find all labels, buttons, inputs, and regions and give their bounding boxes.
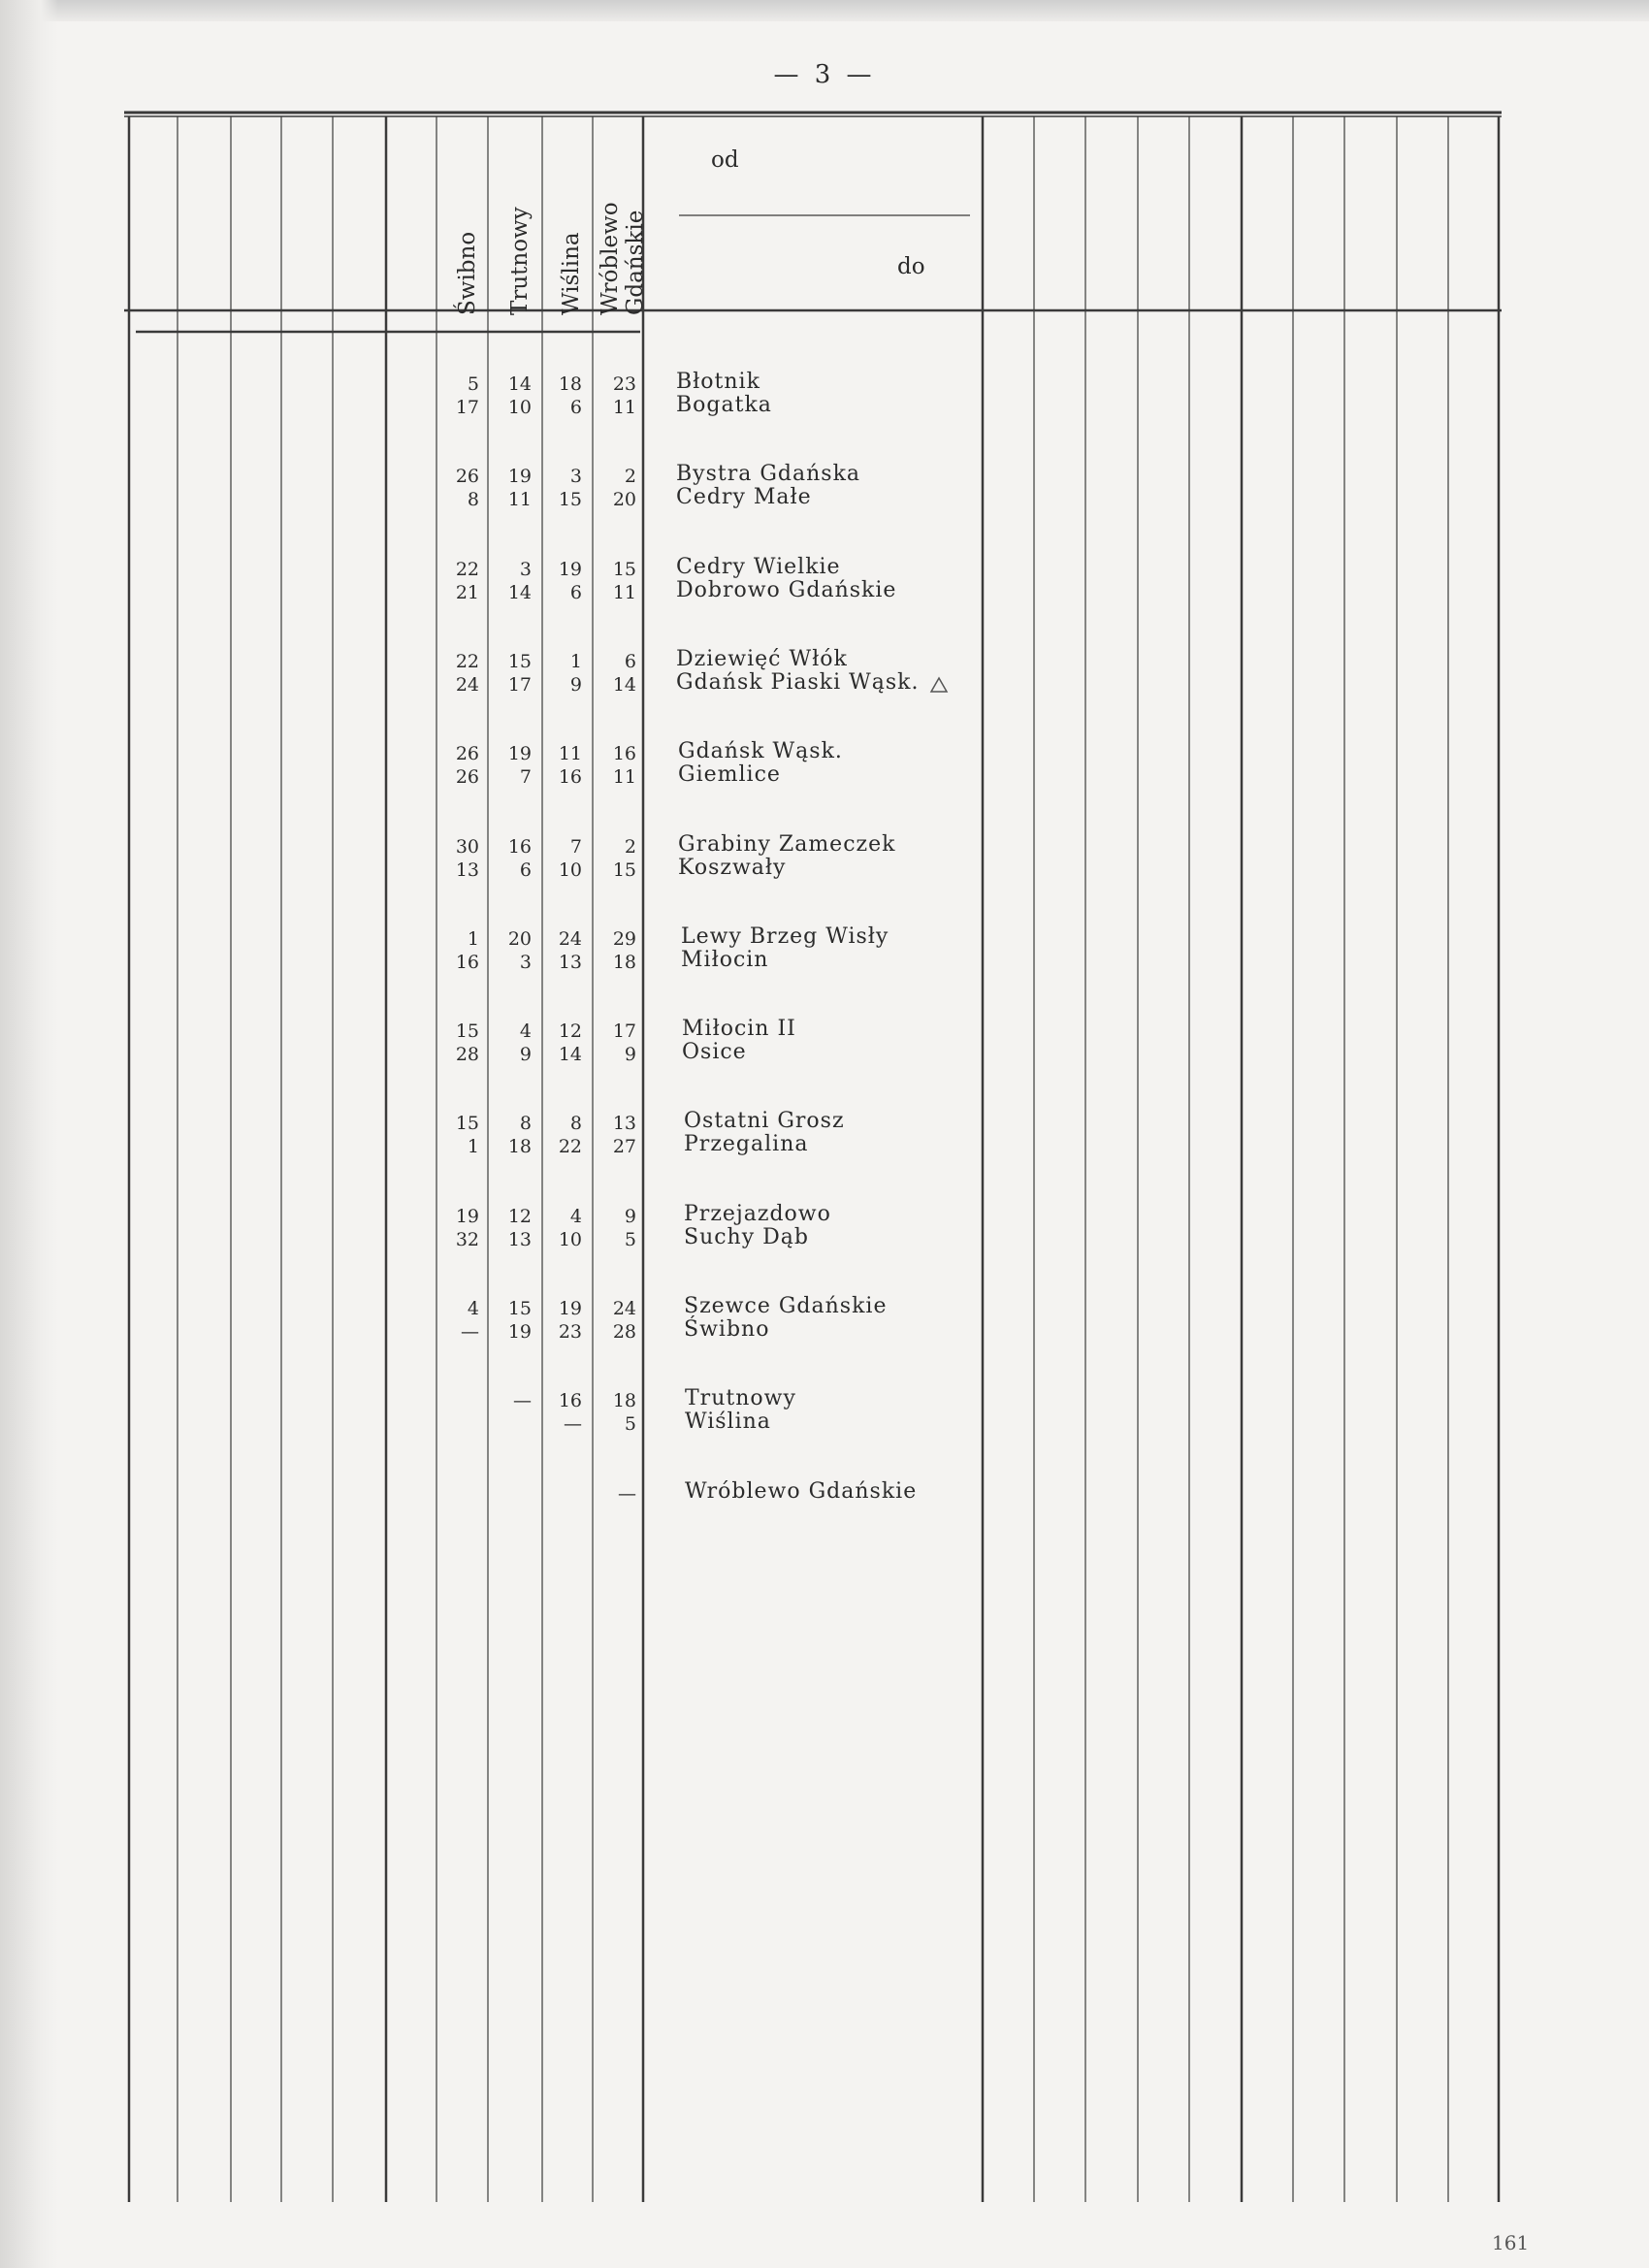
cell-wislina: 16 [558, 1390, 582, 1411]
cell-wislina: 22 [558, 1136, 582, 1157]
cell-wislina: 14 [558, 1044, 582, 1065]
place-name: Szewce Gdańskie [684, 1294, 888, 1318]
place-name: Gdańsk Piaski Wąsk. [676, 670, 920, 695]
cell-swibno: 24 [455, 674, 479, 696]
place-name: Lewy Brzeg Wisły [681, 924, 889, 949]
place-name: Gdańsk Wąsk. [678, 739, 843, 763]
cell-swibno: 17 [455, 397, 479, 418]
cell-trutnowy: 9 [519, 1044, 532, 1065]
cell-wroblewo: 16 [612, 743, 636, 764]
cell-wislina: 8 [569, 1113, 582, 1134]
cell-swibno: 15 [455, 1021, 479, 1042]
place-name: Błotnik [676, 370, 760, 394]
cell-wislina: 6 [569, 397, 582, 418]
cell-trutnowy: 16 [507, 836, 532, 858]
cell-wislina: 3 [569, 466, 582, 487]
cell-trutnowy: 15 [507, 1298, 532, 1319]
cell-wislina: — [564, 1413, 582, 1435]
header-od: od [711, 147, 739, 173]
cell-swibno: 26 [455, 743, 479, 764]
cell-trutnowy: 7 [519, 766, 532, 788]
cell-swibno: 15 [455, 1113, 479, 1134]
cell-wroblewo: — [618, 1483, 636, 1505]
cell-wroblewo: 6 [624, 651, 636, 672]
cell-trutnowy: 19 [507, 1321, 532, 1343]
cell-swibno: 32 [455, 1229, 479, 1250]
header-wislina: Wiślina [559, 232, 584, 315]
cell-wroblewo: 11 [612, 397, 636, 418]
cell-wroblewo: 15 [612, 859, 636, 881]
place-name: Suchy Dąb [684, 1225, 809, 1249]
place-name: Miłocin II [682, 1017, 796, 1041]
header-do: do [897, 254, 925, 279]
cell-wislina: 23 [558, 1321, 582, 1343]
cell-swibno: 16 [455, 952, 479, 973]
place-name: Bystra Gdańska [676, 462, 861, 486]
cell-trutnowy: 6 [519, 859, 532, 881]
cell-wislina: 19 [558, 1298, 582, 1319]
page-number: — 3 — [773, 60, 876, 89]
cell-wislina: 10 [558, 1229, 582, 1250]
cell-trutnowy: 14 [507, 373, 532, 395]
place-name: Wiślina [685, 1409, 771, 1434]
cell-wroblewo: 18 [612, 952, 636, 973]
place-name: Świbno [684, 1317, 770, 1342]
cell-wislina: 24 [558, 928, 582, 950]
place-name: Trutnowy [685, 1386, 796, 1410]
place-name: Grabiny Zameczek [678, 832, 896, 857]
cell-wislina: 15 [558, 489, 582, 510]
cell-trutnowy: 15 [507, 651, 532, 672]
cell-swibno: 22 [455, 559, 479, 580]
cell-trutnowy: 19 [507, 743, 532, 764]
cell-wroblewo: 23 [612, 373, 636, 395]
cell-wislina: 7 [569, 836, 582, 858]
place-name: Przegalina [684, 1132, 809, 1156]
header-wroblewo: Wróblewo Gdańskie [598, 202, 648, 315]
place-name: Przejazdowo [684, 1202, 831, 1226]
cell-wroblewo: 5 [624, 1229, 636, 1250]
cell-wislina: 18 [558, 373, 582, 395]
cell-swibno: 1 [467, 928, 479, 950]
cell-swibno: 30 [455, 836, 479, 858]
cell-swibno: 1 [467, 1136, 479, 1157]
place-name: Miłocin [681, 948, 769, 972]
cell-wroblewo: 11 [612, 582, 636, 603]
place-name: Ostatni Grosz [684, 1109, 845, 1133]
cell-trutnowy: 11 [507, 489, 532, 510]
footer-number: 161 [1492, 2231, 1530, 2254]
cell-wislina: 9 [569, 674, 582, 696]
cell-swibno: 8 [467, 489, 479, 510]
cell-wroblewo: 24 [612, 1298, 636, 1319]
place-name: Giemlice [678, 762, 781, 787]
cell-swibno: 26 [455, 766, 479, 788]
cell-trutnowy: 3 [519, 952, 532, 973]
place-name: Bogatka [676, 393, 772, 417]
cell-wroblewo: 13 [612, 1113, 636, 1134]
cell-trutnowy: — [513, 1390, 532, 1411]
cell-trutnowy: 14 [507, 582, 532, 603]
cell-wislina: 13 [558, 952, 582, 973]
place-name: Wróblewo Gdańskie [685, 1479, 918, 1504]
cell-swibno: — [461, 1321, 479, 1343]
cell-trutnowy: 3 [519, 559, 532, 580]
cell-wroblewo: 18 [612, 1390, 636, 1411]
cell-wislina: 16 [558, 766, 582, 788]
cell-wislina: 6 [569, 582, 582, 603]
cell-trutnowy: 10 [507, 397, 532, 418]
cell-swibno: 28 [455, 1044, 479, 1065]
cell-wroblewo: 14 [612, 674, 636, 696]
cell-swibno: 4 [467, 1298, 479, 1319]
cell-wroblewo: 29 [612, 928, 636, 950]
cell-wroblewo: 27 [612, 1136, 636, 1157]
cell-swibno: 26 [455, 466, 479, 487]
cell-wroblewo: 5 [624, 1413, 636, 1435]
cell-wroblewo: 17 [612, 1021, 636, 1042]
place-name: Cedry Wielkie [676, 555, 841, 579]
cell-swibno: 13 [455, 859, 479, 881]
place-name: Cedry Małe [676, 485, 812, 509]
header-trutnowy: Trutnowy [507, 207, 533, 315]
cell-trutnowy: 17 [507, 674, 532, 696]
cell-swibno: 5 [467, 373, 479, 395]
cell-wroblewo: 28 [612, 1321, 636, 1343]
cell-swibno: 19 [455, 1206, 479, 1227]
cell-trutnowy: 18 [507, 1136, 532, 1157]
cell-wroblewo: 20 [612, 489, 636, 510]
cell-trutnowy: 13 [507, 1229, 532, 1250]
cell-wroblewo: 9 [624, 1206, 636, 1227]
cell-trutnowy: 8 [519, 1113, 532, 1134]
cell-wroblewo: 11 [612, 766, 636, 788]
cell-wislina: 11 [558, 743, 582, 764]
cell-wroblewo: 2 [624, 836, 636, 858]
place-name: Koszwały [678, 856, 787, 880]
cell-trutnowy: 20 [507, 928, 532, 950]
cell-wroblewo: 2 [624, 466, 636, 487]
header-swibno: Świbno [455, 231, 480, 315]
cell-swibno: 21 [455, 582, 479, 603]
cell-trutnowy: 19 [507, 466, 532, 487]
place-name: Dziewięć Włók [676, 647, 848, 671]
cell-swibno: 22 [455, 651, 479, 672]
cell-wroblewo: 9 [624, 1044, 636, 1065]
cell-wroblewo: 15 [612, 559, 636, 580]
cell-wislina: 19 [558, 559, 582, 580]
cell-wislina: 1 [569, 651, 582, 672]
triangle-icon [929, 676, 949, 694]
cell-wislina: 4 [569, 1206, 582, 1227]
cell-wislina: 12 [558, 1021, 582, 1042]
cell-trutnowy: 12 [507, 1206, 532, 1227]
place-name: Osice [682, 1040, 747, 1064]
cell-trutnowy: 4 [519, 1021, 532, 1042]
cell-wislina: 10 [558, 859, 582, 881]
place-name: Dobrowo Gdańskie [676, 578, 897, 602]
